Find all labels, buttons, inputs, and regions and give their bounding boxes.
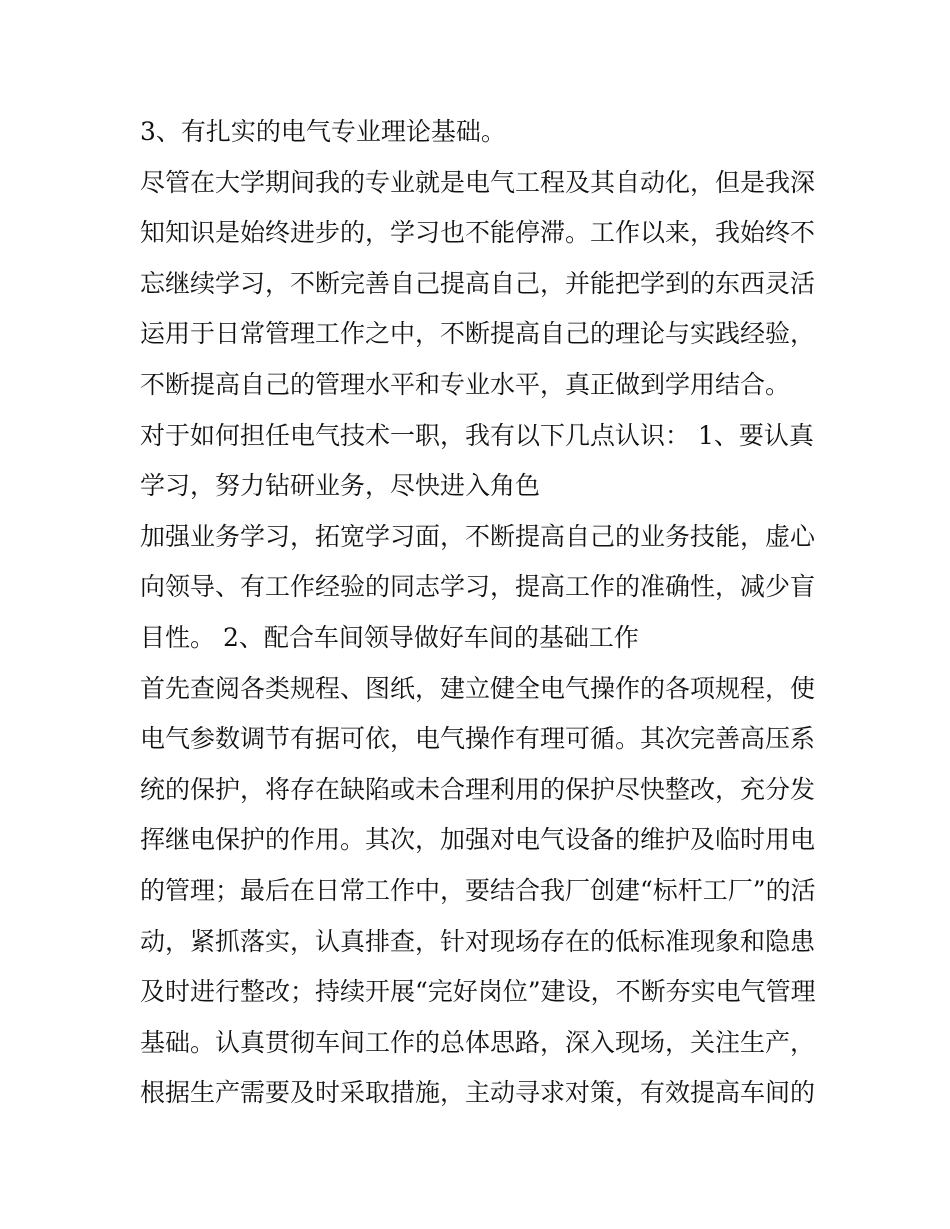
text-line: 加强业务学习，拓宽学习面，不断提高自己的业务技能，虚心 bbox=[140, 521, 816, 551]
text-line: 及时进行整改；持续开展“完好岗位”建设，不断夯实电气管理 bbox=[140, 977, 816, 1007]
text-line: 向领导、有工作经验的同志学习，提高工作的准确性，减少盲 bbox=[140, 572, 816, 602]
text-line: 电气参数调节有据可依，电气操作有理可循。其次完善高压系 bbox=[140, 724, 816, 754]
text-line: 挥继电保护的作用。其次，加强对电气设备的维护及临时用电 bbox=[140, 825, 816, 855]
text-line: 不断提高自己的管理水平和专业水平，真正做到学用结合。 bbox=[140, 369, 791, 399]
text-line: 首先查阅各类规程、图纸，建立健全电气操作的各项规程，使 bbox=[140, 673, 816, 703]
text-line: 尽管在大学期间我的专业就是电气工程及其自动化，但是我深 bbox=[140, 167, 816, 197]
text-line: 目性。 2、配合车间领导做好车间的基础工作 bbox=[140, 622, 639, 652]
text-line: 的管理；最后在日常工作中，要结合我厂创建“标杆工厂”的活 bbox=[140, 875, 816, 905]
text-line: 3、有扎实的电气专业理论基础。 bbox=[140, 117, 506, 146]
text-line: 忘继续学习，不断完善自己提高自己，并能把学到的东西灵活 bbox=[140, 268, 816, 298]
text-line: 知知识是始终进步的，学习也不能停滞。工作以来，我始终不 bbox=[140, 218, 816, 248]
text-line: 学习，努力钻研业务，尽快进入角色 bbox=[140, 471, 541, 501]
text-line: 对于如何担任电气技术一职，我有以下几点认识： 1、要认真 bbox=[140, 420, 814, 450]
text-line: 根据生产需要及时采取措施，主动寻求对策，有效提高车间的 bbox=[140, 1078, 816, 1108]
text-line: 运用于日常管理工作之中，不断提高自己的理论与实践经验， bbox=[140, 319, 816, 349]
text-line: 基础。认真贯彻车间工作的总体思路，深入现场，关注生产， bbox=[140, 1027, 816, 1057]
text-line: 统的保护，将存在缺陷或未合理利用的保护尽快整改，充分发 bbox=[140, 774, 816, 804]
text-line: 动，紧抓落实，认真排查，针对现场存在的低标准现象和隐患 bbox=[140, 926, 816, 956]
body-text bbox=[140, 107, 816, 1119]
